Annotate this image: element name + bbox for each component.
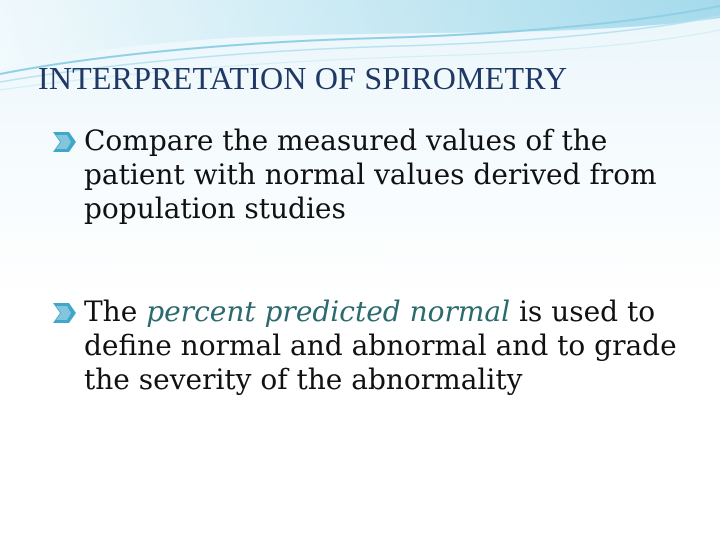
- bullet-icon: [50, 301, 78, 325]
- bullet-item-compare: [84, 124, 694, 226]
- slide-title: INTERPRETATION OF SPIROMETRY: [38, 60, 568, 96]
- emphasized-term: percent predicted normal: [146, 295, 511, 328]
- bullet-item-percent-predicted: [84, 295, 694, 397]
- bullet-text: Compare the measured values of the patient with normal values derived from population studies: [84, 124, 657, 225]
- bullet-icon: [50, 130, 78, 154]
- bullet-text-lead: The: [84, 295, 147, 328]
- bullet-text-rest: is used to define normal and abnormal and to grade the severity of the abnormality: [84, 295, 677, 396]
